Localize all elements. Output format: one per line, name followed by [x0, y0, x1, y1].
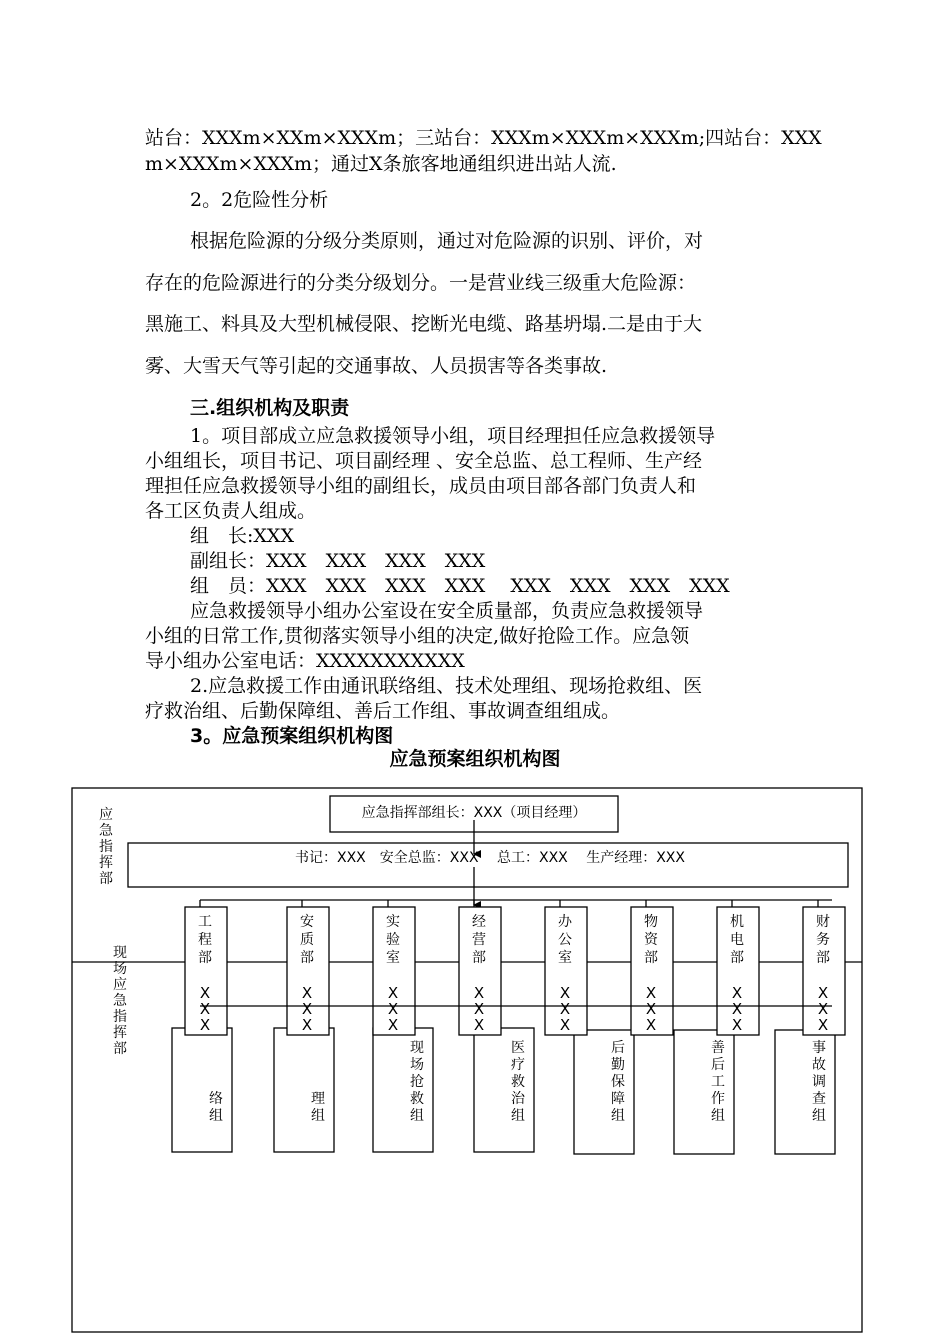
- vertical-char: 财: [816, 914, 830, 930]
- group-box: [775, 1030, 835, 1154]
- vertical-char: 组: [209, 1108, 223, 1124]
- vertical-char: X: [387, 1016, 399, 1034]
- vertical-char: 抢: [410, 1074, 424, 1090]
- vertical-char: 经: [472, 914, 486, 930]
- vertical-char: X: [645, 984, 657, 1002]
- command-hq-label: [99, 807, 114, 887]
- group-box: [373, 1028, 433, 1152]
- group-rect: [674, 1030, 734, 1154]
- department-box: [373, 900, 415, 1035]
- deputies-text: 书记：XXX 安全总监：XXX 总工：XXX 生产经理：XXX: [295, 850, 685, 866]
- group-rect: [172, 1028, 232, 1152]
- paragraph-line: 黑施工、料具及大型机械侵限、挖断光电缆、路基坍塌.二是由于大: [145, 313, 703, 335]
- paragraph-line: 各工区负责人组成。: [145, 500, 317, 522]
- vertical-char: 理: [311, 1091, 325, 1107]
- group-name: [209, 1091, 223, 1124]
- vertical-char: 组: [611, 1108, 625, 1124]
- department-person: [732, 984, 742, 1034]
- vertical-char: 部: [198, 950, 212, 966]
- vertical-char: 急: [99, 823, 113, 839]
- paragraph-line: 小组的日常工作,贯彻落实领导小组的决定,做好抢险工作。应急领: [145, 625, 690, 647]
- vertical-char: 部: [644, 950, 658, 966]
- vertical-char: 查: [812, 1091, 826, 1107]
- paragraph-line: 导小组办公室电话：XXXXXXXXXXX: [145, 650, 465, 672]
- vertical-char: X: [817, 984, 829, 1002]
- vertical-char: 组: [711, 1108, 725, 1124]
- vertical-char: 实: [386, 914, 400, 930]
- department-box: [185, 900, 227, 1035]
- commander-text: 应急指挥部组长：XXX（项目经理）: [361, 805, 587, 821]
- vertical-char: 组: [812, 1108, 826, 1124]
- vertical-char: 组: [410, 1108, 424, 1124]
- vertical-char: 部: [300, 950, 314, 966]
- vertical-char: X: [817, 1016, 829, 1034]
- vertical-char: 善: [711, 1040, 725, 1056]
- text-line: 站台：XXXm×XXm×XXXm；三站台：XXXm×XXXm×XXXm;四站台：XXX: [145, 127, 822, 149]
- vertical-char: 指: [99, 839, 113, 855]
- vertical-char: X: [817, 1000, 829, 1018]
- vertical-char: 验: [386, 932, 400, 948]
- deputy-line: 副组长：XXX XXX XXX XXX: [190, 550, 486, 572]
- vertical-char: 办: [558, 914, 572, 930]
- vertical-char: 部: [730, 950, 744, 966]
- vertical-char: X: [473, 1000, 485, 1018]
- department-name: [644, 913, 659, 966]
- vertical-char: 部: [816, 950, 830, 966]
- group-name: [812, 1039, 826, 1124]
- vertical-char: 现: [410, 1040, 424, 1056]
- vertical-char: X: [387, 984, 399, 1002]
- command-hq-text: [99, 807, 114, 887]
- vertical-char: 部: [472, 950, 486, 966]
- vertical-char: 营: [472, 932, 486, 948]
- vertical-char: 勤: [611, 1057, 625, 1073]
- department-box: [631, 900, 673, 1035]
- vertical-char: X: [559, 1016, 571, 1034]
- paragraph-line: 雾、大雪天气等引起的交通事故、人员损害等各类事故.: [145, 355, 608, 377]
- vertical-char: 后: [711, 1057, 725, 1073]
- chart-title: 应急预案组织机构图: [389, 748, 561, 770]
- group-rect: [574, 1030, 634, 1154]
- vertical-char: 物: [644, 914, 658, 930]
- leader-line: 组 长:XXX: [190, 525, 294, 547]
- vertical-char: 医: [511, 1040, 525, 1056]
- vertical-char: 作: [711, 1091, 725, 1107]
- vertical-char: 现: [113, 945, 127, 961]
- vertical-char: 场: [410, 1057, 424, 1073]
- group-rect: [373, 1028, 433, 1152]
- vertical-char: 络: [209, 1091, 223, 1107]
- vertical-char: X: [301, 1016, 313, 1034]
- department-box: [459, 900, 501, 1035]
- vertical-char: 障: [611, 1091, 625, 1107]
- vertical-char: 疗: [511, 1057, 525, 1073]
- department-person: [560, 984, 570, 1034]
- group-name: [410, 1040, 424, 1124]
- department-name: [300, 914, 314, 966]
- department-name: [558, 913, 573, 966]
- vertical-char: 程: [198, 932, 212, 948]
- vertical-char: X: [731, 1016, 743, 1034]
- vertical-char: X: [731, 984, 743, 1002]
- vertical-char: 治: [511, 1091, 525, 1107]
- vertical-char: 务: [816, 932, 830, 948]
- vertical-char: 部: [99, 871, 113, 887]
- vertical-char: 故: [812, 1057, 826, 1073]
- vertical-char: X: [559, 984, 571, 1002]
- department-box: [287, 900, 329, 1035]
- group-box: [274, 1028, 334, 1152]
- vertical-char: 应: [99, 807, 113, 823]
- department-box: [545, 900, 587, 1035]
- group-box: [674, 1030, 734, 1154]
- vertical-char: 组: [511, 1108, 525, 1124]
- department-box: [803, 900, 845, 1035]
- paragraph-line: 根据危险源的分级分类原则，通过对危险源的识别、评价，对: [190, 230, 704, 252]
- vertical-char: 保: [611, 1074, 625, 1090]
- paragraph-line: 小组组长，项目书记、项目副经理 、安全总监、总工程师、生产经: [145, 450, 703, 472]
- vertical-char: 工: [711, 1074, 725, 1090]
- vertical-char: 资: [644, 932, 658, 948]
- vertical-char: X: [473, 1016, 485, 1034]
- department-person: [474, 984, 484, 1034]
- group-name: [511, 1040, 526, 1124]
- vertical-char: 室: [558, 950, 572, 966]
- vertical-char: 安: [300, 914, 314, 930]
- department-person: [200, 984, 210, 1034]
- group-box: [172, 1028, 232, 1152]
- members-line: 组 员：XXX XXX XXX XXX XXX XXX XXX XXX: [190, 575, 730, 597]
- group-rect: [474, 1028, 534, 1152]
- vertical-char: 后: [611, 1040, 625, 1056]
- vertical-char: X: [645, 1000, 657, 1018]
- vertical-char: 救: [511, 1074, 525, 1090]
- vertical-char: 救: [410, 1091, 424, 1107]
- vertical-char: 电: [730, 932, 744, 948]
- vertical-char: 部: [113, 1041, 127, 1057]
- group-name: [311, 1091, 325, 1124]
- paragraph-line: 2.应急救援工作由通讯联络组、技术处理组、现场抢救组、医: [190, 675, 703, 697]
- vertical-char: 公: [558, 932, 572, 948]
- vertical-char: X: [473, 984, 485, 1002]
- vertical-char: X: [387, 1000, 399, 1018]
- vertical-char: X: [731, 1000, 743, 1018]
- vertical-char: 室: [386, 950, 400, 966]
- paragraph-line: 应急救援领导小组办公室设在安全质量部，负责应急救援领导: [190, 600, 704, 622]
- vertical-char: X: [199, 1000, 211, 1018]
- vertical-char: X: [559, 1000, 571, 1018]
- group-name: [711, 1040, 725, 1124]
- department-name: [386, 914, 400, 966]
- vertical-char: 工: [198, 914, 212, 930]
- vertical-char: X: [301, 984, 313, 1002]
- onsite-command-label: [113, 945, 128, 1057]
- vertical-char: 应: [113, 977, 127, 993]
- group-rect: [274, 1028, 334, 1152]
- section-heading: 三.组织机构及职责: [190, 397, 350, 419]
- vertical-char: X: [199, 984, 211, 1002]
- department-box: [717, 900, 759, 1035]
- vertical-char: X: [645, 1016, 657, 1034]
- group-rect: [775, 1030, 835, 1154]
- department-name: [730, 913, 744, 966]
- text-line: m×XXXm×XXXm；通过X条旅客地通组织进出站人流.: [145, 153, 617, 175]
- vertical-char: 挥: [113, 1025, 127, 1041]
- vertical-char: 事: [812, 1040, 826, 1056]
- vertical-char: 急: [113, 993, 127, 1009]
- department-person: [302, 984, 312, 1034]
- vertical-char: X: [199, 1016, 211, 1034]
- group-box: [574, 1030, 634, 1154]
- department-name: [198, 914, 212, 966]
- vertical-char: 挥: [99, 855, 113, 871]
- section-heading: 2。2危险性分析: [190, 189, 329, 211]
- department-person: [646, 984, 656, 1034]
- paragraph-line: 疗救治组、后勤保障组、善后工作组、事故调查组组成。: [145, 700, 621, 722]
- vertical-char: 指: [113, 1009, 127, 1025]
- vertical-char: 组: [311, 1108, 325, 1124]
- department-name: [816, 913, 830, 966]
- department-name: [472, 914, 486, 966]
- vertical-char: 质: [300, 932, 314, 948]
- onsite-command-text: [113, 945, 128, 1057]
- vertical-char: X: [301, 1000, 313, 1018]
- department-person: [818, 984, 828, 1034]
- vertical-char: 场: [113, 961, 127, 977]
- paragraph-line: 存在的危险源进行的分类分级划分。一是营业线三级重大危险源：: [145, 272, 697, 294]
- department-person: [388, 984, 398, 1034]
- vertical-char: 调: [812, 1074, 826, 1090]
- paragraph-line: 理担任应急救援领导小组的副组长，成员由项目部各部门负责人和: [145, 475, 697, 497]
- paragraph-line: 1。项目部成立应急救援领导小组，项目经理担任应急救援领导: [190, 425, 716, 447]
- section-heading: 3。应急预案组织机构图: [190, 725, 394, 747]
- group-name: [611, 1040, 625, 1124]
- group-box: [474, 1028, 534, 1152]
- vertical-char: 机: [730, 914, 744, 930]
